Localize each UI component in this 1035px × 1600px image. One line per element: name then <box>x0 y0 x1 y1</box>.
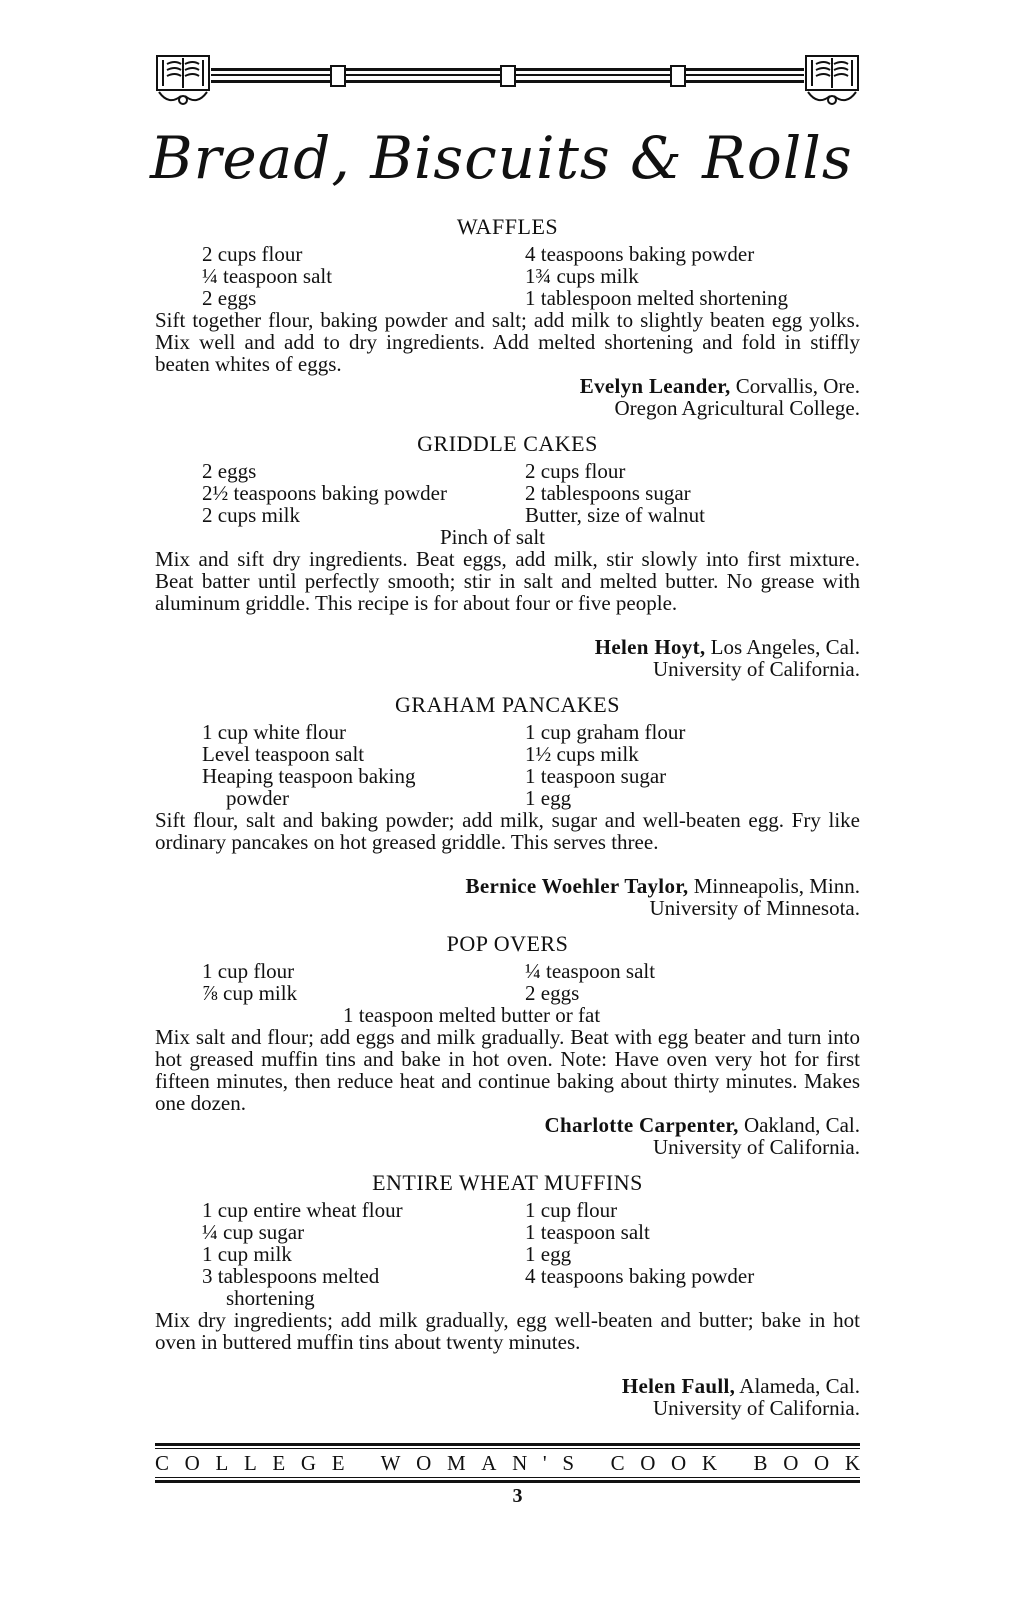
recipe-title-waffles: WAFFLES <box>456 214 559 239</box>
ingredient: 1 cup graham flour <box>525 720 686 744</box>
ingredient: 1 cup white flour <box>202 720 347 744</box>
author-name: Helen Hoyt, <box>594 635 706 659</box>
recipe-title-graham-pancakes: GRAHAM PANCAKES <box>395 692 620 717</box>
recipe-title-griddle-cakes: GRIDDLE CAKES <box>417 431 598 456</box>
recipe-author <box>466 875 860 897</box>
ingredient: 4 teaspoons baking powder <box>525 242 755 266</box>
ingredient: 1¾ cups milk <box>525 264 639 288</box>
ingredient: Butter, size of walnut <box>525 503 705 527</box>
footer-rule-bottom <box>155 1480 860 1483</box>
ingredient: 2 cups flour <box>525 459 626 483</box>
footer-rule-bottom-thin <box>155 1477 860 1478</box>
ingredient: shortening <box>226 1286 315 1310</box>
recipe-title-pop-overs: POP OVERS <box>446 931 569 956</box>
ingredient: 1 egg <box>525 786 572 810</box>
ingredient: 1 cup milk <box>202 1242 292 1266</box>
author-location: Alameda, Cal. <box>735 1374 860 1398</box>
recipe-directions: Sift together flour, baking powder and salt; add milk to slightly beaten egg yolks. Mix well and add to dry ingredients. Add melted shortening and fold in stiffly beaten whites of eggs. <box>155 308 860 376</box>
ingredient: 2 cups flour <box>202 242 303 266</box>
footer-rule-top-thin <box>155 1448 860 1449</box>
ingredient: 1 cup flour <box>202 959 295 983</box>
recipe-author <box>595 636 860 658</box>
ingredient: 1 teaspoon melted butter or fat <box>343 1003 601 1027</box>
recipe-directions: Mix salt and flour; add eggs and milk gradually. Beat with egg beater and turn into hot greased muffin tins and bake in hot oven. Note: Have oven very hot for first fifteen minutes, then reduce heat and continue baking about thirty minutes. Makes one dozen. <box>155 1025 860 1115</box>
ingredient: 1 cup entire wheat flour <box>202 1198 403 1222</box>
ingredient: ¼ teaspoon salt <box>202 264 333 288</box>
author-name: Helen Faull, <box>621 1374 736 1398</box>
ingredient: ¼ cup sugar <box>202 1220 305 1244</box>
recipe-directions: Mix and sift dry ingredients. Beat eggs, add milk, stir slowly into first mixture. Beat batter until perfectly smooth; stir in salt and melted butter. No grease with aluminum griddle. This recipe is for about four or five people. <box>155 547 860 615</box>
ingredient: 1 egg <box>525 1242 572 1266</box>
author-name: Charlotte Carpenter, <box>544 1113 739 1137</box>
ingredient: 2½ teaspoons baking powder <box>202 481 447 505</box>
footer-book-title: COLLEGE WOMAN'S COOK BOOK <box>155 1451 860 1475</box>
book-emblem-left <box>157 56 209 104</box>
ingredient: 1 teaspoon salt <box>525 1220 650 1244</box>
ingredient: 1 cup flour <box>525 1198 618 1222</box>
author-school: Oregon Agricultural College. <box>614 396 860 420</box>
author-name: Evelyn Leander, <box>579 374 731 398</box>
ingredient: 2 cups milk <box>202 503 300 527</box>
ingredient: 2 tablespoons sugar <box>525 481 691 505</box>
ingredient: Level teaspoon salt <box>202 742 365 766</box>
ingredient: 1 tablespoon melted shortening <box>525 286 789 310</box>
recipe-author <box>580 375 860 397</box>
page-title: Bread, Biscuits & Rolls <box>150 124 853 192</box>
ingredient: 2 eggs <box>202 286 257 310</box>
ingredient: Heaping teaspoon baking <box>202 764 416 788</box>
author-school: University of Minnesota. <box>649 896 860 920</box>
ingredient: 1½ cups milk <box>525 742 639 766</box>
ingredient: 2 eggs <box>525 981 580 1005</box>
author-name: Bernice Woehler Taylor, <box>465 874 689 898</box>
ingredient: ⅞ cup milk <box>202 981 298 1005</box>
author-school: University of California. <box>652 1135 860 1159</box>
author-location: Minneapolis, Minn. <box>688 874 860 898</box>
ornament-bar <box>211 66 804 86</box>
ingredient: 3 tablespoons melted <box>202 1264 380 1288</box>
ingredient: ¼ teaspoon salt <box>525 959 656 983</box>
book-emblem-right <box>806 56 858 104</box>
author-school: University of California. <box>652 657 860 681</box>
author-location: Corvallis, Ore. <box>730 374 860 398</box>
ingredient: powder <box>226 786 289 810</box>
recipe-directions: Mix dry ingredients; add milk gradually, egg well-beaten and butter; bake in hot oven in buttered muffin tins about twenty minutes. <box>155 1308 860 1354</box>
recipe-author <box>545 1114 861 1136</box>
page-number: 3 <box>512 1485 523 1507</box>
recipe-author <box>622 1375 860 1397</box>
footer-book-title-wrap <box>155 1450 860 1476</box>
ingredient: Pinch of salt <box>440 525 545 549</box>
author-location: Oakland, Cal. <box>738 1113 860 1137</box>
ingredient: 2 eggs <box>202 459 257 483</box>
ingredient: 1 teaspoon sugar <box>525 764 667 788</box>
header-ornament <box>155 52 860 112</box>
recipe-title-entire-wheat-muffins: ENTIRE WHEAT MUFFINS <box>372 1170 643 1195</box>
footer-book-title-svg <box>155 1450 860 1476</box>
ingredient: 4 teaspoons baking powder <box>525 1264 755 1288</box>
author-location: Los Angeles, Cal. <box>705 635 860 659</box>
author-school: University of California. <box>652 1396 860 1420</box>
footer-rule-top <box>155 1443 860 1446</box>
recipe-directions: Sift flour, salt and baking powder; add milk, sugar and well-beaten egg. Fry like ordinary pancakes on hot greased griddle. This serves three. <box>155 808 860 854</box>
